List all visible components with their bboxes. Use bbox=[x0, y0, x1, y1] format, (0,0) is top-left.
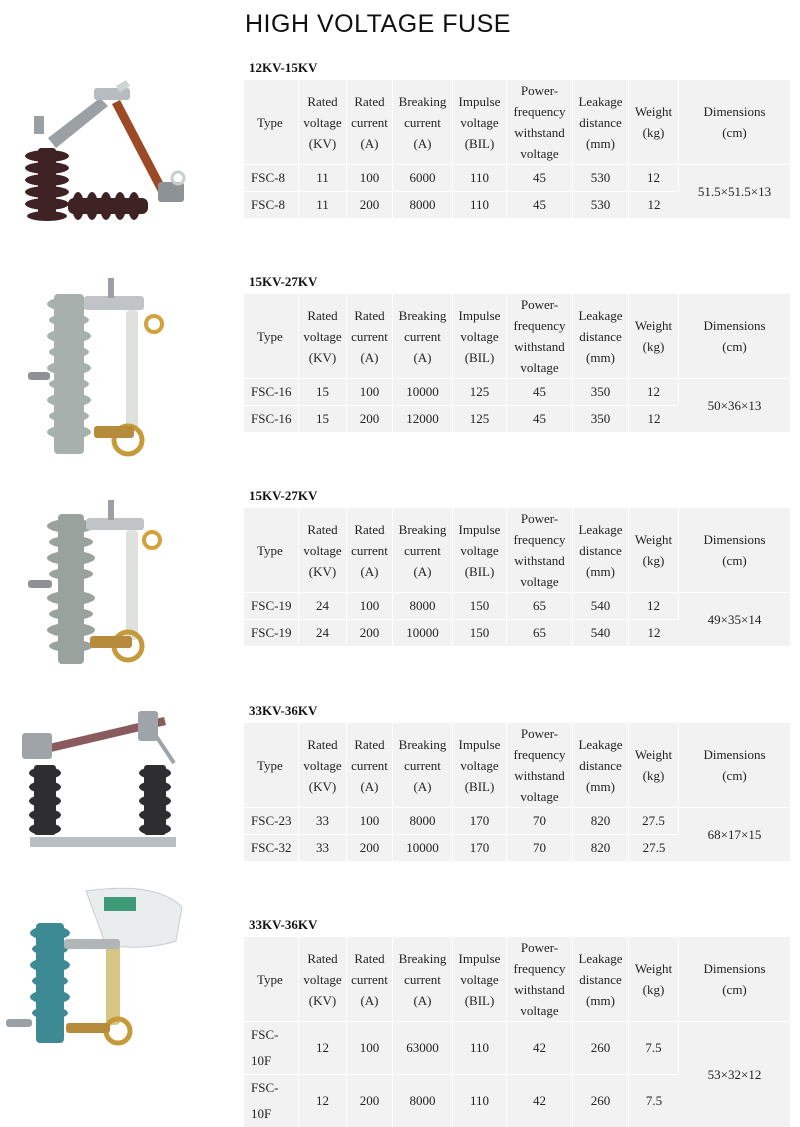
cell-weight: 7.5 bbox=[629, 1021, 679, 1074]
cell-voltage: 24 bbox=[299, 619, 347, 646]
section-label: 33KV-36KV bbox=[249, 703, 318, 718]
cell-current: 200 bbox=[347, 1074, 393, 1127]
header-weight: Weight (kg) bbox=[629, 294, 679, 378]
fuse-cutout-photo-blue bbox=[6, 881, 196, 1061]
fuse-cutout-photo-black bbox=[14, 703, 189, 853]
cell-voltage: 11 bbox=[299, 164, 347, 191]
spec-table bbox=[244, 80, 790, 218]
section-label: 15KV-27KV bbox=[249, 488, 318, 503]
header-rated-voltage: Rated voltage (KV) bbox=[299, 723, 347, 807]
section-label: 15KV-27KV bbox=[249, 274, 318, 289]
cell-dimensions: 68×17×15 bbox=[679, 807, 790, 861]
cell-impulse: 170 bbox=[453, 834, 507, 861]
cell-withstand: 45 bbox=[507, 164, 573, 191]
cell-leakage: 260 bbox=[573, 1021, 629, 1074]
cell-dimensions: 49×35×14 bbox=[679, 592, 790, 646]
header-weight: Weight (kg) bbox=[629, 723, 679, 807]
cell-leakage: 540 bbox=[573, 619, 629, 646]
cell-voltage: 15 bbox=[299, 378, 347, 405]
header-leakage-distance: Leakage distance (mm) bbox=[573, 508, 629, 592]
cell-type: FSC-19 bbox=[244, 619, 299, 646]
cell-impulse: 110 bbox=[453, 191, 507, 218]
cell-current: 200 bbox=[347, 619, 393, 646]
cell-impulse: 150 bbox=[453, 592, 507, 619]
header-leakage-distance: Leakage distance (mm) bbox=[573, 723, 629, 807]
header-leakage-distance: Leakage distance (mm) bbox=[573, 937, 629, 1021]
cell-leakage: 820 bbox=[573, 807, 629, 834]
cell-type: FSC-10F bbox=[244, 1074, 299, 1127]
cell-current: 100 bbox=[347, 378, 393, 405]
cell-breaking: 10000 bbox=[393, 378, 453, 405]
header-leakage-distance: Leakage distance (mm) bbox=[573, 80, 629, 164]
cell-withstand: 70 bbox=[507, 834, 573, 861]
cell-breaking: 8000 bbox=[393, 592, 453, 619]
header-power-frequency: Power- frequency withstand voltage bbox=[507, 294, 573, 378]
header-dimensions: Dimensions (cm) bbox=[703, 532, 766, 568]
cell-breaking: 63000 bbox=[393, 1021, 453, 1074]
header-type: Type bbox=[244, 937, 299, 1021]
header-rated-voltage: Rated voltage (KV) bbox=[299, 508, 347, 592]
header-type: Type bbox=[244, 294, 299, 378]
table-row bbox=[244, 378, 790, 405]
header-dimensions: Dimensions (cm) bbox=[703, 747, 766, 783]
header-rated-current: Rated current (A) bbox=[347, 723, 393, 807]
cell-leakage: 530 bbox=[573, 191, 629, 218]
header-dimensions: Dimensions (cm) bbox=[703, 104, 766, 140]
cell-withstand: 70 bbox=[507, 807, 573, 834]
cell-voltage: 33 bbox=[299, 807, 347, 834]
cell-impulse: 170 bbox=[453, 807, 507, 834]
fuse-cutout-photo-brown bbox=[8, 78, 208, 228]
section-label: 33KV-36KV bbox=[249, 917, 318, 932]
cell-voltage: 12 bbox=[299, 1074, 347, 1127]
section-label: 12KV-15KV bbox=[249, 60, 318, 75]
cell-leakage: 540 bbox=[573, 592, 629, 619]
header-breaking-current: Breaking current (A) bbox=[393, 508, 453, 592]
cell-leakage: 350 bbox=[573, 405, 629, 432]
header-breaking-current: Breaking current (A) bbox=[393, 80, 453, 164]
cell-current: 100 bbox=[347, 807, 393, 834]
cell-voltage: 33 bbox=[299, 834, 347, 861]
header-breaking-current: Breaking current (A) bbox=[393, 937, 453, 1021]
cell-current: 100 bbox=[347, 592, 393, 619]
cell-type: FSC-8 bbox=[244, 164, 299, 191]
spec-table bbox=[244, 508, 790, 646]
header-dimensions: Dimensions (cm) bbox=[703, 961, 766, 997]
cell-type: FSC-32 bbox=[244, 834, 299, 861]
cell-breaking: 10000 bbox=[393, 834, 453, 861]
header-type: Type bbox=[244, 80, 299, 164]
cell-dimensions: 51.5×51.5×13 bbox=[679, 164, 790, 218]
cell-current: 100 bbox=[347, 1021, 393, 1074]
cell-type: FSC-19 bbox=[244, 592, 299, 619]
cell-weight: 12 bbox=[629, 405, 679, 432]
header-breaking-current: Breaking current (A) bbox=[393, 294, 453, 378]
table-row bbox=[244, 1021, 790, 1074]
cell-current: 200 bbox=[347, 191, 393, 218]
header-impulse-voltage: Impulse voltage (BIL) bbox=[453, 723, 507, 807]
cell-dimensions: 53×32×12 bbox=[679, 1021, 790, 1127]
cell-impulse: 125 bbox=[453, 405, 507, 432]
cell-breaking: 6000 bbox=[393, 164, 453, 191]
cell-weight: 7.5 bbox=[629, 1074, 679, 1127]
cell-type: FSC-10F bbox=[244, 1021, 299, 1074]
cell-impulse: 110 bbox=[453, 1074, 507, 1127]
header-weight: Weight (kg) bbox=[629, 937, 679, 1021]
cell-type: FSC-16 bbox=[244, 405, 299, 432]
header-type: Type bbox=[244, 723, 299, 807]
cell-leakage: 820 bbox=[573, 834, 629, 861]
cell-voltage: 24 bbox=[299, 592, 347, 619]
cell-impulse: 150 bbox=[453, 619, 507, 646]
header-power-frequency: Power- frequency withstand voltage bbox=[507, 723, 573, 807]
header-weight: Weight (kg) bbox=[629, 80, 679, 164]
cell-withstand: 42 bbox=[507, 1021, 573, 1074]
spec-table bbox=[244, 937, 790, 1127]
header-impulse-voltage: Impulse voltage (BIL) bbox=[453, 508, 507, 592]
cell-voltage: 12 bbox=[299, 1021, 347, 1074]
header-rated-current: Rated current (A) bbox=[347, 508, 393, 592]
header-rated-voltage: Rated voltage (KV) bbox=[299, 937, 347, 1021]
cell-impulse: 125 bbox=[453, 378, 507, 405]
header-impulse-voltage: Impulse voltage (BIL) bbox=[453, 80, 507, 164]
header-rated-voltage: Rated voltage (KV) bbox=[299, 80, 347, 164]
cell-leakage: 350 bbox=[573, 378, 629, 405]
header-leakage-distance: Leakage distance (mm) bbox=[573, 294, 629, 378]
cell-impulse: 110 bbox=[453, 164, 507, 191]
cell-weight: 27.5 bbox=[629, 834, 679, 861]
header-rated-current: Rated current (A) bbox=[347, 80, 393, 164]
cell-dimensions: 50×36×13 bbox=[679, 378, 790, 432]
cell-breaking: 12000 bbox=[393, 405, 453, 432]
cell-withstand: 42 bbox=[507, 1074, 573, 1127]
header-power-frequency: Power- frequency withstand voltage bbox=[507, 508, 573, 592]
cell-current: 100 bbox=[347, 164, 393, 191]
header-rated-current: Rated current (A) bbox=[347, 294, 393, 378]
fuse-cutout-photo-grey bbox=[28, 496, 178, 676]
header-dimensions: Dimensions (cm) bbox=[703, 318, 766, 354]
cell-withstand: 65 bbox=[507, 619, 573, 646]
header-impulse-voltage: Impulse voltage (BIL) bbox=[453, 937, 507, 1021]
cell-weight: 12 bbox=[629, 619, 679, 646]
cell-breaking: 8000 bbox=[393, 191, 453, 218]
cell-leakage: 260 bbox=[573, 1074, 629, 1127]
cell-type: FSC-8 bbox=[244, 191, 299, 218]
cell-current: 200 bbox=[347, 405, 393, 432]
cell-impulse: 110 bbox=[453, 1021, 507, 1074]
header-type: Type bbox=[244, 508, 299, 592]
fuse-cutout-photo-grey bbox=[28, 276, 178, 466]
cell-weight: 12 bbox=[629, 164, 679, 191]
cell-voltage: 15 bbox=[299, 405, 347, 432]
header-rated-current: Rated current (A) bbox=[347, 937, 393, 1021]
table-row bbox=[244, 164, 790, 191]
header-weight: Weight (kg) bbox=[629, 508, 679, 592]
cell-breaking: 8000 bbox=[393, 1074, 453, 1127]
page-title: HIGH VOLTAGE FUSE bbox=[245, 10, 511, 38]
cell-weight: 12 bbox=[629, 191, 679, 218]
table-row bbox=[244, 807, 790, 834]
header-power-frequency: Power- frequency withstand voltage bbox=[507, 80, 573, 164]
spec-table bbox=[244, 294, 790, 432]
header-impulse-voltage: Impulse voltage (BIL) bbox=[453, 294, 507, 378]
cell-breaking: 10000 bbox=[393, 619, 453, 646]
cell-withstand: 45 bbox=[507, 378, 573, 405]
header-breaking-current: Breaking current (A) bbox=[393, 723, 453, 807]
cell-weight: 12 bbox=[629, 592, 679, 619]
cell-type: FSC-16 bbox=[244, 378, 299, 405]
cell-weight: 12 bbox=[629, 378, 679, 405]
header-power-frequency: Power- frequency withstand voltage bbox=[507, 937, 573, 1021]
table-row bbox=[244, 592, 790, 619]
cell-type: FSC-23 bbox=[244, 807, 299, 834]
cell-leakage: 530 bbox=[573, 164, 629, 191]
header-rated-voltage: Rated voltage (KV) bbox=[299, 294, 347, 378]
spec-table bbox=[244, 723, 790, 861]
cell-voltage: 11 bbox=[299, 191, 347, 218]
cell-weight: 27.5 bbox=[629, 807, 679, 834]
cell-withstand: 45 bbox=[507, 191, 573, 218]
cell-withstand: 45 bbox=[507, 405, 573, 432]
cell-breaking: 8000 bbox=[393, 807, 453, 834]
cell-withstand: 65 bbox=[507, 592, 573, 619]
cell-current: 200 bbox=[347, 834, 393, 861]
